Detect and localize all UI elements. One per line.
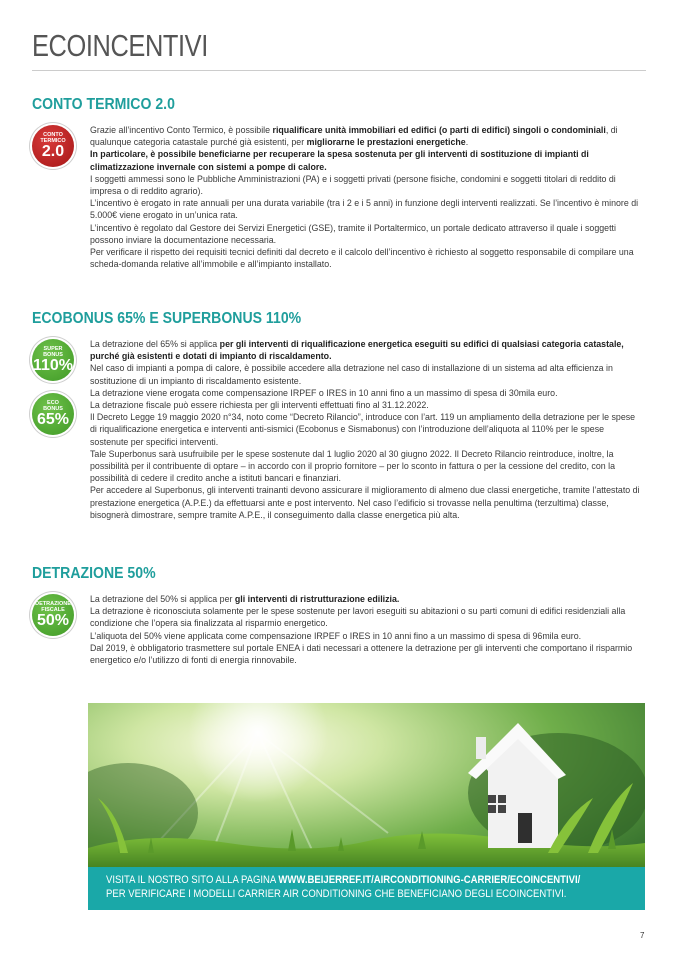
badge-label: SUPER BONUS — [43, 346, 63, 358]
badge-label: DETRAZIONE FISCALE — [35, 601, 71, 613]
paragraph: La detrazione viene erogata come compensazione IRPEF o IRES in 10 anni fino a un massimo di spesa di 30mila euro. — [90, 387, 558, 399]
page-title: ECOINCENTIVI — [32, 28, 208, 63]
superbonus-badge — [32, 339, 74, 381]
ecobonus-badge — [32, 393, 74, 435]
paragraph: In particolare, è possibile beneficiarne per recuperare la spesa sostenuta per gli interventi di sostituzione di impianti di climatizzazione invernale con sistemi a pompe di calore. — [90, 149, 589, 173]
site-link[interactable]: WWW.BEIJERREF.IT/AIRCONDITIONING-CARRIER/ECOINCENTIVI/ — [278, 874, 581, 886]
badge-value: 50% — [36, 612, 70, 629]
section-heading: ECOBONUS 65% E SUPERBONUS 110% — [32, 310, 302, 327]
section-ecobonus — [32, 310, 646, 522]
title-divider — [32, 70, 646, 71]
badge-value: 2.0 — [41, 143, 65, 160]
paragraph: Grazie all’incentivo Conto Termico, è possibile riqualificare unità immobiliari ed edifici (o parti di edifici) singoli o condominiali, di qualunque categoria catastale purché già esistenti, per migliorarne le prestazioni energetiche. — [90, 125, 618, 149]
paragraph: La detrazione del 50% si applica per gli interventi di ristrutturazione edilizia. — [90, 594, 400, 605]
paragraph: L’incentivo è regolato dal Gestore dei Servizi Energetici (GSE), tramite il Portaltermico, un portale dedicato attraverso il quale i soggetti possono inviare la documentazione necessaria. — [90, 222, 616, 246]
badge-value: 110% — [32, 357, 74, 374]
section-heading: DETRAZIONE 50% — [32, 565, 156, 582]
paragraph: Il Decreto Legge 19 maggio 2020 n°34, noto come “Decreto Rilancio”, introduce con l’art. 119 un ampliamento della detrazione per le spese di riqualificazione energetica e interventi anti-sismici (Ecobonus e Sismabonus) con l’introduzione dell’aliquota al 110% per le spese sostenute per specifici interventi. — [90, 412, 636, 448]
badge-label: ECO BONUS — [43, 400, 63, 412]
section-text — [90, 125, 642, 271]
paragraph: Nel caso di impianti a pompa di calore, è possibile accedere alla detrazione nel caso di installazione di un sistema ad alta efficienza in sostituzione di un impianto di riscaldamento esistente. — [90, 363, 613, 387]
paragraph: Per verificare il rispetto dei requisiti tecnici definiti dal decreto e il calcolo dell’incentivo è richiesto al soggetto responsabile di compilare una scheda-domanda relative all’immobile e all’impianto installato. — [90, 247, 634, 271]
paragraph: Per accedere al Superbonus, gli interventi trainanti devono assicurare il miglioramento di almeno due classi energetiche, tramite l’attestato di prestazione energetica (A.P.E.) da effettuarsi ante e post intervento. Nel caso l’edificio si trovasse nella penultima (terzultima) classe, bisognerà dimostrare, sempre tramite A.P.E., il conseguimento dalla classe energetica più alta. — [90, 485, 640, 521]
page-number: 7 — [640, 931, 645, 940]
paragraph: La detrazione fiscale può essere richiesta per gli interventi effettuati fino al 31.12.2022. — [90, 400, 429, 412]
section-text — [90, 594, 642, 667]
banner-line-1: VISITA IL NOSTRO SITO ALLA PAGINA WWW.BEIJERREF.IT/AIRCONDITIONING-CARRIER/ECOINCENTIVI/ — [106, 874, 581, 886]
section-heading: CONTO TERMICO 2.0 — [32, 96, 175, 113]
promo-banner — [88, 703, 645, 910]
paragraph: L’aliquota del 50% viene applicata come compensazione IRPEF o IRES in 10 anni fino a un massimo di spesa di 96mila euro. — [90, 630, 582, 642]
paragraph: La detrazione del 65% si applica per gli interventi di riqualificazione energetica eseguiti su edifici di qualsiasi categoria catastale, purché già esistenti e dotati di impianto di riscaldamento. — [90, 339, 624, 363]
paragraph: Tale Superbonus sarà usufruibile per le spese sostenute dal 1 luglio 2020 al 30 giugno 2022. Il Decreto Rilancio reintroduce, inoltre, la possibilità per il contribuente di optare – in accordo con il proprio fornitore – per lo sconto in fattura o per la cessione del credito, con la possibilità di cedere il credito anche a istituti bancari e finanziari. — [90, 448, 615, 485]
conto-termico-badge — [32, 125, 74, 167]
banner-line-2: PER VERIFICARE I MODELLI CARRIER AIR CONDITIONING CHE BENEFICIANO DEGLI ECOINCENTIVI. — [106, 888, 567, 900]
paragraph: I soggetti ammessi sono le Pubbliche Amministrazioni (PA) e i soggetti privati (persone fisiche, condomini e soggetti titolari di reddito di impresa o di reddito agrario). — [90, 173, 616, 198]
badge-label: CONTO TERMICO — [40, 132, 66, 144]
section-conto-termico — [32, 96, 646, 271]
section-detrazione — [32, 565, 646, 667]
paragraph: La detrazione è riconosciuta solamente per le spese sostenute per lavori eseguiti su abitazioni o su parti comuni di edifici residenziali alla condizione che l’opera sia finalizzata al risparmio energetico. — [90, 606, 626, 630]
paragraph: L’incentivo è erogato in rate annuali per una durata variabile (tra i 2 e i 5 anni) in funzione degli interventi realizzati. Se l’incentivo è minore di 5.000€ viene erogato in un’unica rata. — [90, 198, 639, 222]
paragraph: Dal 2019, è obbligatorio trasmettere sul portale ENEA i dati necessari a ottenere la detrazione per gli interventi che comportano il risparmio energetico e/o l’utilizzo di fonti di energia rinnovabile. — [90, 642, 633, 667]
section-text — [90, 339, 642, 522]
detrazione-badge — [32, 594, 74, 636]
banner-caption — [88, 867, 645, 910]
badge-value: 65% — [36, 411, 70, 428]
